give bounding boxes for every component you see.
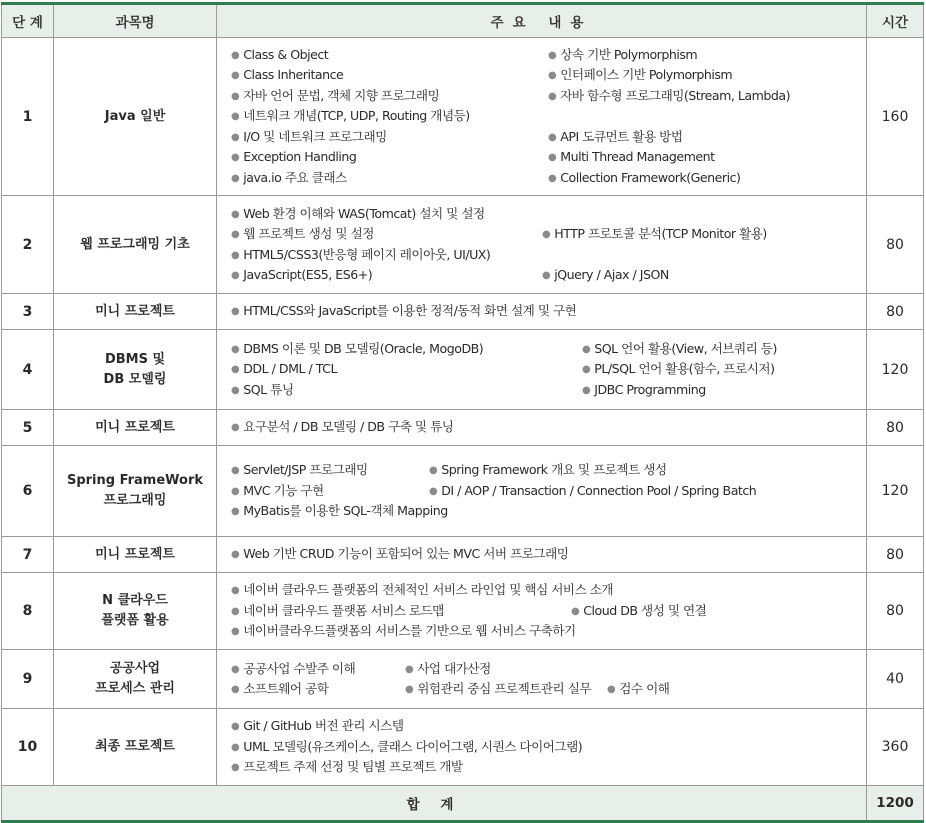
content-text: API 도큐먼트 활용 방법 [560, 128, 683, 144]
content-item [231, 204, 485, 227]
bullet-icon: ● [231, 762, 240, 774]
content-item [231, 265, 372, 288]
content-text: HTML/CSS와 JavaScript를 이용한 정적/동적 화면 설계 및 구현 [243, 303, 577, 319]
content-item [571, 601, 706, 624]
content-text: 요구분석 / DB 모델링 / DB 구축 및 튜닝 [243, 419, 454, 435]
content-text: DBMS 이론 및 DB 모델링(Oracle, MogoDB) [243, 340, 484, 356]
content-line [231, 481, 858, 502]
content-line [231, 716, 858, 737]
content-item [405, 659, 491, 682]
content-cell [217, 410, 867, 446]
hours-cell: 80 [867, 573, 924, 650]
content-line [231, 757, 858, 778]
content-item [231, 106, 470, 129]
bullet-icon: ● [548, 131, 557, 143]
subject-line: DB 모델링 [103, 371, 167, 387]
content-text: 네이버클라우드플랫폼의 서비스를 기반으로 웹 서비스 구축하기 [243, 623, 576, 639]
bullet-icon: ● [548, 172, 557, 184]
subject-cell [54, 410, 217, 446]
bullet-icon: ● [231, 549, 240, 561]
content-text: 위험관리 중심 프로젝트관리 실무 [417, 681, 592, 696]
content-text: JDBC Programming [594, 381, 706, 397]
bullet-icon: ● [231, 684, 240, 695]
hours-cell: 80 [867, 410, 924, 446]
content-item [542, 265, 669, 288]
stage-cell: 1 [2, 38, 54, 196]
hours-cell: 120 [867, 330, 924, 410]
content-text: 검수 이해 [619, 681, 670, 696]
content-text: 프로젝트 주제 선정 및 팀별 프로젝트 개발 [243, 759, 463, 775]
content-text: DDL / DML / TCL [243, 361, 337, 377]
content-item [231, 481, 324, 504]
bullet-icon: ● [231, 111, 240, 123]
content-item [548, 147, 715, 170]
content-line [231, 460, 858, 481]
bullet-icon: ● [231, 249, 240, 261]
content-item [542, 224, 767, 247]
table-row [2, 196, 924, 294]
subject-line: 프로그래밍 [103, 493, 167, 508]
content-item [429, 481, 756, 504]
bullet-icon: ● [231, 663, 240, 675]
content-text: Servlet/JSP 프로그래밍 [243, 462, 368, 478]
bullet-icon: ● [231, 422, 240, 434]
content-item [231, 621, 576, 644]
subject-line: DBMS 및 [104, 351, 166, 367]
content-item [548, 86, 790, 109]
content-line [231, 265, 858, 286]
content-item [607, 679, 669, 702]
subject-cell [54, 38, 217, 196]
content-line [231, 380, 858, 401]
content-line [231, 544, 858, 565]
content-text: MVC 기능 구현 [243, 482, 324, 498]
content-line [231, 601, 858, 622]
subject-line: 미니 프로젝트 [95, 303, 175, 319]
content-text: 네트워크 개념(TCP, UDP, Routing 개념등) [243, 108, 470, 124]
content-line [231, 168, 858, 189]
bullet-icon: ● [231, 605, 240, 617]
total-row [2, 786, 924, 822]
table-header [2, 4, 924, 38]
bullet-icon: ● [231, 90, 240, 102]
content-item [548, 45, 697, 68]
hours-cell: 80 [867, 294, 924, 330]
content-line [231, 301, 858, 322]
content-cell [217, 709, 867, 786]
bullet-icon: ● [231, 172, 240, 184]
content-text: I/O 및 네트워크 프로그래밍 [243, 128, 387, 144]
table-row [2, 294, 924, 330]
content-text: PL/SQL 언어 활용(함수, 프로시저) [594, 361, 775, 377]
content-text: 자바 언어 문법, 객체 지향 프로그래밍 [243, 87, 440, 103]
content-item [231, 679, 328, 702]
content-text: Git / GitHub 버전 관리 시스템 [243, 718, 404, 734]
bullet-icon: ● [231, 229, 240, 240]
subject-cell [54, 709, 217, 786]
content-item [231, 460, 368, 483]
content-item [231, 659, 355, 682]
table-row [2, 573, 924, 650]
bullet-icon: ● [548, 49, 557, 61]
subject-cell [54, 573, 217, 650]
content-text: SQL 튜닝 [243, 381, 294, 397]
content-text: 웹 프로젝트 생성 및 설정 [243, 226, 374, 241]
content-item [231, 544, 568, 567]
content-item [231, 168, 347, 191]
subject-line: Java 일반 [104, 108, 166, 124]
content-text: Class Inheritance [243, 67, 344, 83]
content-item [231, 580, 613, 603]
table-row [2, 446, 924, 537]
content-text: HTTP 프로토콜 분석(TCP Monitor 활용) [554, 226, 767, 241]
hours-cell: 160 [867, 38, 924, 196]
bullet-icon: ● [231, 384, 240, 396]
bullet-icon: ● [231, 585, 240, 597]
content-item [231, 45, 328, 68]
subject-line: 미니 프로젝트 [95, 419, 175, 435]
content-text: java.io 주요 클래스 [243, 169, 347, 185]
bullet-icon: ● [542, 270, 551, 281]
bullet-icon: ● [231, 364, 240, 376]
table-row [2, 38, 924, 196]
content-item [231, 127, 387, 150]
bullet-icon: ● [542, 229, 551, 240]
stage-cell: 9 [2, 650, 54, 709]
header-content: 주요 내용 [217, 4, 867, 38]
table-body [2, 38, 924, 786]
content-item [231, 737, 582, 760]
content-line [231, 359, 858, 380]
content-line [231, 224, 858, 245]
stage-cell: 10 [2, 709, 54, 786]
content-line [231, 737, 858, 758]
content-line [231, 127, 858, 148]
content-cell [217, 446, 867, 537]
bullet-icon: ● [582, 384, 591, 396]
content-text: 소프트웨어 공학 [243, 681, 329, 696]
content-item [231, 716, 404, 739]
subject-line: 미니 프로젝트 [95, 546, 175, 562]
stage-cell: 3 [2, 294, 54, 330]
bullet-icon: ● [231, 131, 240, 143]
content-cell [217, 38, 867, 196]
content-item [231, 359, 337, 382]
content-line [231, 106, 858, 127]
content-item [231, 301, 576, 324]
bullet-icon: ● [231, 485, 240, 497]
content-cell [217, 330, 867, 410]
content-cell [217, 196, 867, 294]
content-line [231, 417, 858, 438]
table-row [2, 537, 924, 573]
content-item [231, 86, 439, 109]
bullet-icon: ● [231, 343, 240, 355]
content-item [231, 224, 374, 247]
content-item [582, 380, 706, 403]
bullet-icon: ● [548, 152, 557, 164]
content-item [231, 601, 444, 624]
stage-cell: 5 [2, 410, 54, 446]
content-text: Collection Framework(Generic) [560, 169, 741, 185]
content-text: 자바 함수형 프로그래밍(Stream, Lambda) [560, 87, 791, 103]
content-line [231, 621, 858, 642]
content-text: Spring Framework 개요 및 프로젝트 생성 [441, 462, 667, 478]
bullet-icon: ● [231, 721, 240, 733]
hours-cell: 360 [867, 709, 924, 786]
content-line [231, 86, 858, 107]
bullet-icon: ● [429, 465, 438, 477]
stage-cell: 2 [2, 196, 54, 294]
subject-cell [54, 196, 217, 294]
content-item [405, 679, 591, 702]
bullet-icon: ● [607, 684, 616, 695]
hours-cell: 40 [867, 650, 924, 709]
content-item [548, 127, 683, 150]
bullet-icon: ● [231, 626, 240, 638]
subject-line: 최종 프로젝트 [95, 739, 175, 754]
content-item [429, 460, 667, 483]
subject-line: 프로세스 관리 [95, 681, 175, 696]
header-hours: 시간 [867, 4, 924, 38]
content-item [231, 339, 483, 362]
content-line [231, 65, 858, 86]
content-cell [217, 650, 867, 709]
table-row [2, 330, 924, 410]
bullet-icon: ● [231, 49, 240, 61]
content-line [231, 339, 858, 360]
header-subject: 과목명 [54, 4, 217, 38]
content-text: JavaScript(ES5, ES6+) [243, 267, 373, 282]
content-text: SQL 언어 활용(View, 서브쿼리 등) [594, 340, 777, 356]
content-text: DI / AOP / Transaction / Connection Pool / Spring Batch [441, 482, 757, 498]
bullet-icon: ● [548, 90, 557, 102]
subject-line: 공공사업 [109, 661, 161, 676]
content-line [231, 659, 858, 680]
content-line [231, 580, 858, 601]
content-line [231, 245, 858, 266]
bullet-icon: ● [231, 70, 240, 82]
content-text: Exception Handling [243, 149, 357, 165]
bullet-icon: ● [405, 684, 414, 695]
content-text: UML 모델링(유즈케이스, 클래스 다이어그램, 시퀀스 다이어그램) [243, 738, 583, 754]
content-item [231, 380, 294, 403]
bullet-icon: ● [231, 152, 240, 164]
bullet-icon: ● [231, 465, 240, 477]
total-label: 합 계 [2, 786, 867, 822]
bullet-icon: ● [582, 343, 591, 355]
subject-cell [54, 330, 217, 410]
content-line [231, 204, 858, 225]
content-item [231, 147, 356, 170]
content-text: Web 환경 이해와 WAS(Tomcat) 설치 및 설정 [243, 205, 485, 221]
content-item [548, 168, 740, 191]
content-text: Class & Object [243, 46, 329, 62]
content-item [231, 65, 343, 88]
bullet-icon: ● [429, 485, 438, 497]
content-text: Web 기반 CRUD 기능이 포함되어 있는 MVC 서버 프로그래밍 [243, 546, 569, 562]
content-line [231, 147, 858, 168]
table-row [2, 709, 924, 786]
content-text: 인터페이스 기반 Polymorphism [560, 67, 733, 83]
bullet-icon: ● [548, 70, 557, 82]
subject-line: Spring FrameWork [66, 473, 204, 488]
content-item [582, 339, 777, 362]
bullet-icon: ● [571, 605, 580, 617]
stage-cell: 6 [2, 446, 54, 537]
hours-cell: 80 [867, 196, 924, 294]
stage-cell: 8 [2, 573, 54, 650]
subject-cell [54, 650, 217, 709]
content-item [231, 245, 490, 268]
content-item [231, 757, 463, 780]
content-item [231, 417, 453, 440]
content-line [231, 501, 858, 522]
content-text: Cloud DB 생성 및 연결 [583, 602, 707, 618]
content-cell [217, 294, 867, 330]
content-line [231, 45, 858, 66]
content-text: Multi Thread Management [560, 149, 715, 165]
content-text: 네이버 클라우드 플랫폼의 전체적인 서비스 라인업 및 핵심 서비스 소개 [243, 582, 614, 598]
subject-line: 플랫폼 활용 [101, 613, 169, 628]
content-text: jQuery / Ajax / JSON [554, 267, 669, 282]
content-text: 사업 대가산정 [417, 660, 491, 676]
table-row [2, 410, 924, 446]
hours-cell: 120 [867, 446, 924, 537]
content-line [231, 679, 858, 700]
subject-line: N 클라우드 [102, 593, 168, 608]
bullet-icon: ● [231, 741, 240, 753]
curriculum-table [1, 2, 924, 823]
bullet-icon: ● [231, 506, 240, 518]
content-text: 상속 기반 Polymorphism [560, 46, 698, 62]
bullet-icon: ● [231, 208, 240, 220]
header-stage: 단 계 [2, 4, 54, 38]
content-item [231, 501, 448, 524]
subject-line: 웹 프로그래밍 기초 [80, 236, 190, 252]
bullet-icon: ● [405, 663, 414, 675]
total-hours: 1200 [867, 786, 924, 822]
content-text: 네이버 클라우드 플랫폼 서비스 로드맵 [243, 602, 444, 618]
content-item [582, 359, 775, 382]
subject-cell [54, 537, 217, 573]
subject-cell [54, 446, 217, 537]
content-text: MyBatis를 이용한 SQL-객체 Mapping [243, 503, 448, 519]
bullet-icon: ● [231, 306, 240, 318]
stage-cell: 4 [2, 330, 54, 410]
table-row [2, 650, 924, 709]
bullet-icon: ● [582, 364, 591, 376]
content-cell [217, 573, 867, 650]
content-cell [217, 537, 867, 573]
bullet-icon: ● [231, 270, 240, 281]
subject-cell [54, 294, 217, 330]
content-item [548, 65, 732, 88]
stage-cell: 7 [2, 537, 54, 573]
hours-cell: 80 [867, 537, 924, 573]
content-text: HTML5/CSS3(반응형 페이지 레이아웃, UI/UX) [243, 246, 491, 262]
content-text: 공공사업 수발주 이해 [243, 660, 356, 676]
